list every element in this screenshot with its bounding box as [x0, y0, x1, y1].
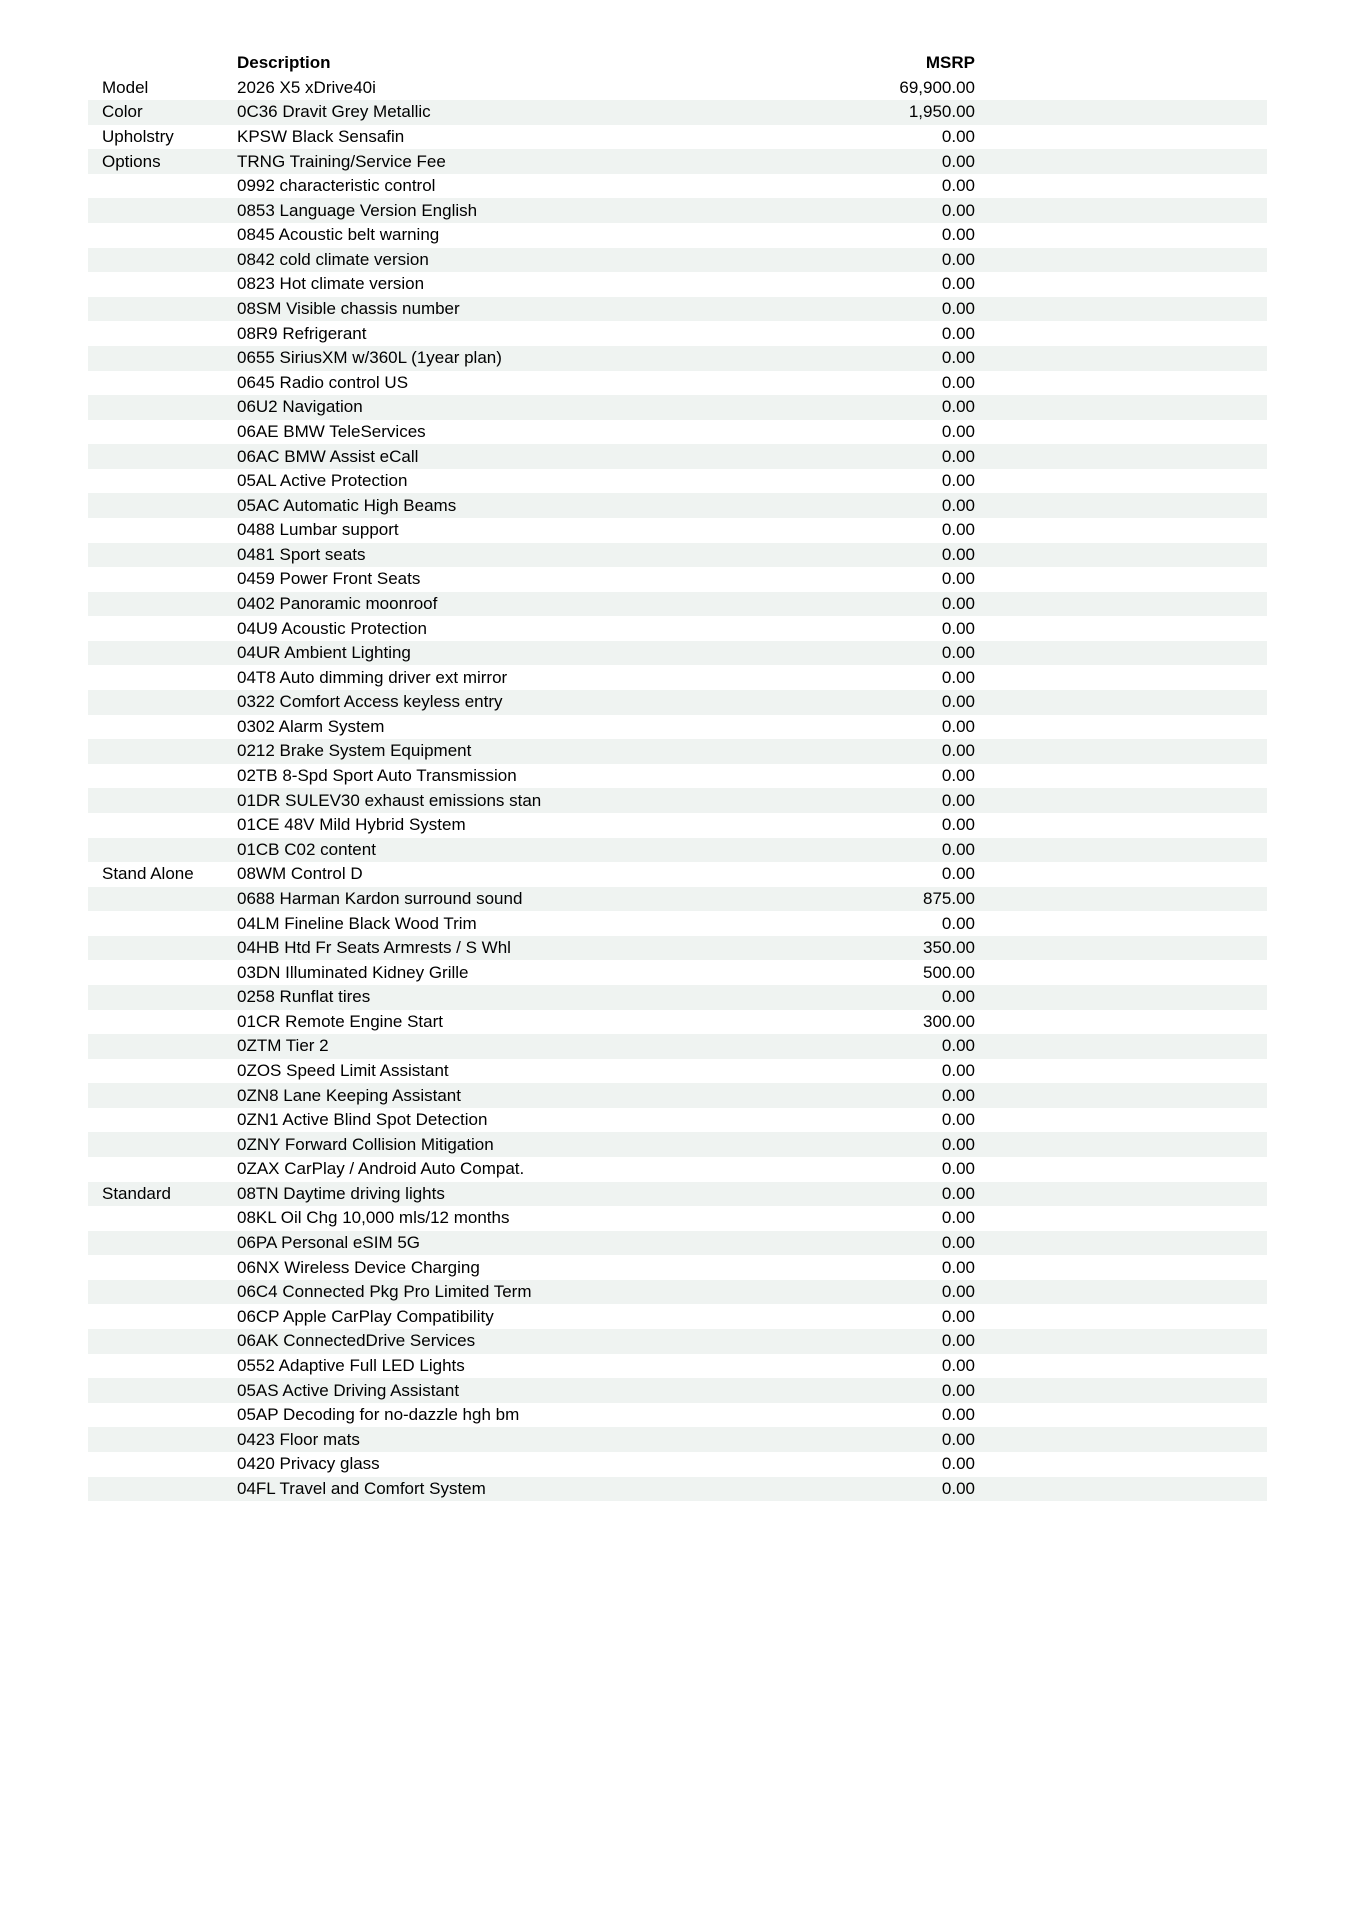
row-msrp: 0.00	[941, 790, 975, 810]
table-row	[88, 1206, 1267, 1231]
msrp-column-header: MSRP	[925, 53, 975, 73]
row-msrp: 0.00	[941, 127, 975, 147]
table-row	[88, 297, 1267, 322]
row-category: Color	[102, 102, 143, 122]
table-row	[88, 174, 1267, 199]
row-msrp: 0.00	[941, 348, 975, 368]
row-description: 05AP Decoding for no-dazzle hgh bm	[237, 1405, 520, 1425]
row-description: 0552 Adaptive Full LED Lights	[237, 1355, 465, 1375]
row-description: 01DR SULEV30 exhaust emissions stan	[237, 790, 542, 810]
table-row	[88, 518, 1267, 543]
row-description: 0992 characteristic control	[237, 176, 436, 196]
table-row	[88, 567, 1267, 592]
row-msrp: 0.00	[941, 446, 975, 466]
row-msrp: 0.00	[941, 274, 975, 294]
row-description: 0ZOS Speed Limit Assistant	[237, 1060, 449, 1080]
row-msrp: 0.00	[941, 1331, 975, 1351]
row-description: 04FL Travel and Comfort System	[237, 1478, 486, 1498]
row-msrp: 0.00	[941, 741, 975, 761]
row-description: 0322 Comfort Access keyless entry	[237, 692, 503, 712]
table-row	[88, 1108, 1267, 1133]
row-description: 02TB 8-Spd Sport Auto Transmission	[237, 766, 517, 786]
table-row	[88, 1157, 1267, 1182]
row-msrp: 0.00	[941, 1257, 975, 1277]
table-row	[88, 1034, 1267, 1059]
row-msrp: 0.00	[941, 1380, 975, 1400]
row-msrp: 0.00	[941, 913, 975, 933]
row-description: 06PA Personal eSIM 5G	[237, 1233, 421, 1253]
row-description: 04HB Htd Fr Seats Armrests / S Whl	[237, 938, 511, 958]
row-msrp: 0.00	[941, 1036, 975, 1056]
table-header-row	[88, 51, 1267, 76]
row-description: 0C36 Dravit Grey Metallic	[237, 102, 431, 122]
row-msrp: 0.00	[941, 372, 975, 392]
table-row	[88, 592, 1267, 617]
row-msrp: 0.00	[941, 471, 975, 491]
row-msrp: 0.00	[941, 225, 975, 245]
row-description: 0845 Acoustic belt warning	[237, 225, 440, 245]
table-row	[88, 838, 1267, 863]
row-description: 06AK ConnectedDrive Services	[237, 1331, 476, 1351]
row-category: Model	[102, 77, 149, 97]
row-msrp: 0.00	[941, 323, 975, 343]
row-msrp: 0.00	[941, 594, 975, 613]
row-msrp: 0.00	[941, 1282, 975, 1302]
table-row	[88, 1304, 1267, 1329]
table-row	[88, 1403, 1267, 1428]
row-description: 0481 Sport seats	[237, 544, 366, 564]
row-msrp: 0.00	[941, 864, 975, 884]
row-description: 05AS Active Driving Assistant	[237, 1380, 460, 1400]
row-msrp: 500.00	[923, 962, 975, 982]
table-row	[88, 1477, 1267, 1502]
row-msrp: 0.00	[941, 1405, 975, 1425]
row-msrp: 0.00	[941, 692, 975, 712]
table-row	[88, 1083, 1267, 1108]
row-description: 08R9 Refrigerant	[237, 323, 367, 343]
row-msrp: 0.00	[941, 569, 975, 589]
row-description: 0ZN1 Active Blind Spot Detection	[237, 1110, 488, 1130]
table-row	[88, 936, 1267, 961]
table-row	[88, 641, 1267, 666]
row-description: 06U2 Navigation	[237, 397, 363, 417]
row-description: 08KL Oil Chg 10,000 mls/12 months	[237, 1208, 510, 1228]
row-msrp: 0.00	[941, 151, 975, 171]
row-description: 0ZTM Tier 2	[237, 1036, 329, 1056]
table-row	[88, 911, 1267, 936]
row-msrp: 0.00	[941, 1060, 975, 1080]
row-msrp: 0.00	[941, 1429, 975, 1449]
table-row	[88, 813, 1267, 838]
table-row	[88, 739, 1267, 764]
row-description: 0423 Floor mats	[237, 1429, 360, 1449]
row-description: 0655 SiriusXM w/360L (1year plan)	[237, 348, 502, 368]
table-row	[88, 100, 1267, 125]
row-description: 06CP Apple CarPlay Compatibility	[237, 1306, 494, 1326]
row-description: 04LM Fineline Black Wood Trim	[237, 913, 477, 933]
table-row	[88, 444, 1267, 469]
table-row	[88, 346, 1267, 371]
row-msrp: 69,900.00	[899, 77, 975, 97]
table-row	[88, 371, 1267, 396]
row-description: 03DN Illuminated Kidney Grille	[237, 962, 469, 982]
row-msrp: 0.00	[941, 495, 975, 515]
row-msrp: 0.00	[941, 1454, 975, 1474]
row-description: 08TN Daytime driving lights	[237, 1183, 445, 1203]
row-description: 0488 Lumbar support	[237, 520, 399, 540]
row-msrp: 0.00	[941, 766, 975, 786]
table-row	[88, 272, 1267, 297]
row-msrp: 0.00	[941, 1208, 975, 1228]
row-msrp: 0.00	[941, 1478, 975, 1498]
table-row	[88, 690, 1267, 715]
table-row	[88, 764, 1267, 789]
row-description: 06NX Wireless Device Charging	[237, 1257, 480, 1277]
row-category: Options	[102, 151, 161, 171]
table-row	[88, 493, 1267, 518]
row-msrp: 0.00	[941, 397, 975, 417]
row-description: 01CR Remote Engine Start	[237, 1011, 443, 1031]
row-description: 0853 Language Version English	[237, 200, 478, 220]
table-row	[88, 1329, 1267, 1354]
table-row	[88, 1378, 1267, 1403]
table-row	[88, 665, 1267, 690]
table-row	[88, 887, 1267, 912]
row-msrp: 0.00	[941, 1134, 975, 1154]
row-msrp: 300.00	[923, 1011, 975, 1031]
table-row	[88, 76, 1267, 101]
row-description: 0212 Brake System Equipment	[237, 741, 472, 761]
row-description: 04U9 Acoustic Protection	[237, 618, 427, 638]
table-row	[88, 149, 1267, 174]
row-description: 08WM Control D	[237, 864, 363, 884]
row-description: 0459 Power Front Seats	[237, 569, 421, 589]
table-row	[88, 1010, 1267, 1035]
row-description: 0645 Radio control US	[237, 372, 409, 392]
row-msrp: 350.00	[923, 938, 975, 958]
row-msrp: 0.00	[941, 643, 975, 663]
row-msrp: 0.00	[941, 618, 975, 638]
row-category: Stand Alone	[102, 864, 194, 884]
table-row	[88, 616, 1267, 641]
table-row	[88, 198, 1267, 223]
table-row	[88, 1132, 1267, 1157]
row-category: Upholstry	[102, 127, 174, 147]
row-msrp: 0.00	[941, 1110, 975, 1130]
row-msrp: 0.00	[941, 176, 975, 196]
row-description: 0823 Hot climate version	[237, 274, 425, 294]
row-description: 08SM Visible chassis number	[237, 299, 460, 319]
table-row	[88, 1427, 1267, 1452]
table-row	[88, 788, 1267, 813]
row-description: 04UR Ambient Lighting	[237, 643, 411, 663]
table-row	[88, 985, 1267, 1010]
table-row	[88, 395, 1267, 420]
row-description: 0ZN8 Lane Keeping Assistant	[237, 1085, 461, 1105]
row-msrp: 0.00	[941, 299, 975, 319]
row-description: 0258 Runflat tires	[237, 987, 371, 1007]
row-description: 0302 Alarm System	[237, 716, 385, 736]
row-description: KPSW Black Sensafin	[237, 127, 405, 147]
row-description: 0420 Privacy glass	[237, 1454, 380, 1474]
table-row	[88, 1255, 1267, 1280]
table-row	[88, 469, 1267, 494]
table-row	[88, 1354, 1267, 1379]
row-description: 06AE BMW TeleServices	[237, 421, 426, 441]
table-rows	[88, 76, 1267, 1502]
row-msrp: 0.00	[941, 544, 975, 564]
row-description: 2026 X5 xDrive40i	[237, 77, 376, 97]
row-msrp: 0.00	[941, 815, 975, 835]
row-msrp: 0.00	[941, 839, 975, 859]
row-description: 0ZAX CarPlay / Android Auto Compat.	[237, 1159, 525, 1179]
row-description: 06C4 Connected Pkg Pro Limited Term	[237, 1282, 532, 1302]
table-row	[88, 223, 1267, 248]
row-msrp: 0.00	[941, 667, 975, 687]
row-msrp: 0.00	[941, 421, 975, 441]
row-description: 0842 cold climate version	[237, 249, 429, 269]
table-row	[88, 715, 1267, 740]
row-description: 05AC Automatic High Beams	[237, 495, 457, 515]
row-msrp: 0.00	[941, 200, 975, 220]
row-description: 0688 Harman Kardon surround sound	[237, 888, 523, 908]
table-row	[88, 1452, 1267, 1477]
row-msrp: 0.00	[941, 1085, 975, 1105]
row-msrp: 0.00	[941, 1183, 975, 1203]
table-row	[88, 321, 1267, 346]
row-msrp: 0.00	[941, 1159, 975, 1179]
row-msrp: 875.00	[923, 888, 975, 908]
description-column-header: Description	[237, 53, 331, 73]
table-row	[88, 125, 1267, 150]
row-msrp: 0.00	[941, 1233, 975, 1253]
row-description: TRNG Training/Service Fee	[237, 151, 446, 171]
table-row	[88, 420, 1267, 445]
table-row	[88, 862, 1267, 887]
options-price-table	[88, 51, 1267, 1501]
row-msrp: 0.00	[941, 987, 975, 1007]
row-description: 0ZNY Forward Collision Mitigation	[237, 1134, 494, 1154]
row-description: 01CE 48V Mild Hybrid System	[237, 815, 466, 835]
row-description: 05AL Active Protection	[237, 471, 408, 491]
row-msrp: 0.00	[941, 1306, 975, 1326]
table-row	[88, 543, 1267, 568]
table-row	[88, 1280, 1267, 1305]
row-msrp: 1,950.00	[908, 102, 975, 122]
row-msrp: 0.00	[941, 1355, 975, 1375]
row-msrp: 0.00	[941, 716, 975, 736]
row-msrp: 0.00	[941, 249, 975, 269]
table-row	[88, 1231, 1267, 1256]
row-msrp: 0.00	[941, 520, 975, 540]
row-description: 0402 Panoramic moonroof	[237, 594, 438, 613]
table-row	[88, 1059, 1267, 1084]
table-row	[88, 248, 1267, 273]
row-description: 04T8 Auto dimming driver ext mirror	[237, 667, 508, 687]
table-row	[88, 1182, 1267, 1207]
table-row	[88, 960, 1267, 985]
row-description: 01CB C02 content	[237, 839, 376, 859]
row-description: 06AC BMW Assist eCall	[237, 446, 419, 466]
row-category: Standard	[102, 1183, 171, 1203]
